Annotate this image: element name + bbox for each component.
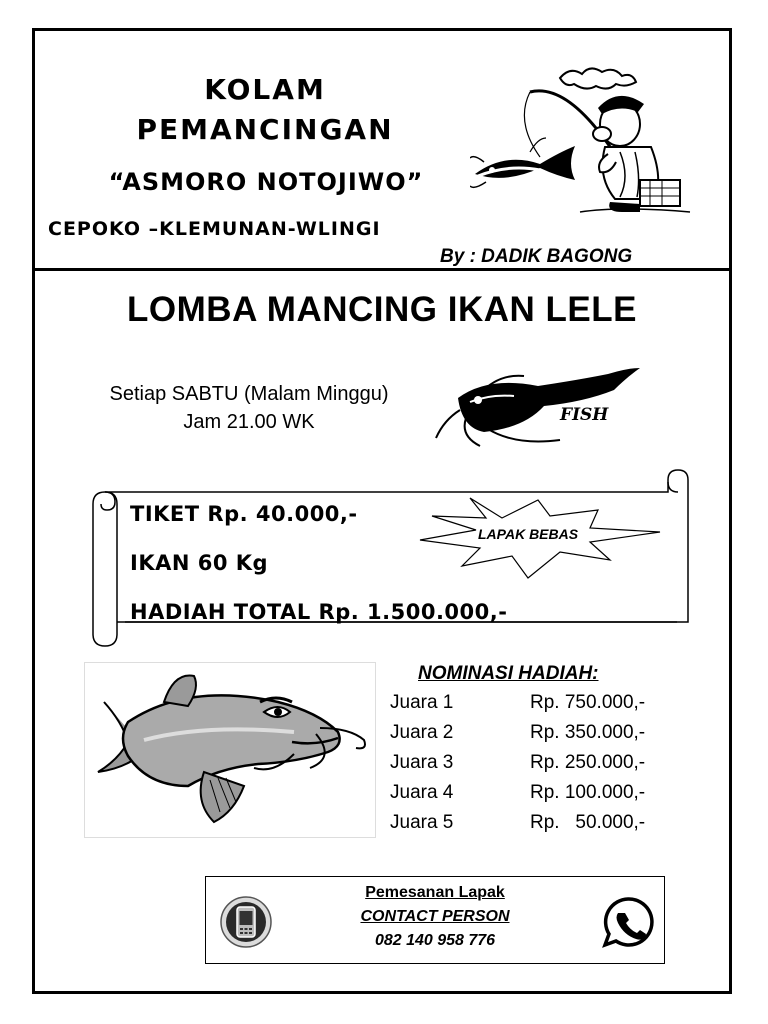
prize-row: [390, 782, 690, 812]
ticket-price: TIKET Rp. 40.000,-: [130, 502, 358, 526]
prize-rank: Juara 2: [390, 722, 454, 743]
burst-label: LAPAK BEBAS: [478, 526, 579, 542]
prize-amount: Rp. 750.000,-: [530, 692, 646, 713]
location-text: CEPOKO –KLEMUNAN-WLINGI: [48, 218, 381, 240]
prize-amount: Rp. 50.000,-: [530, 812, 646, 833]
mobile-phone-icon: [219, 895, 273, 949]
title-line-2: PEMANCINGAN: [136, 113, 394, 146]
prize-amount: Rp. 350.000,-: [530, 722, 646, 743]
prize-row: [390, 722, 690, 752]
prize-row: [390, 692, 690, 722]
prize-rank: Juara 1: [390, 692, 454, 713]
author-credit: By : DADIK BAGONG: [440, 246, 633, 267]
schedule-time: Jam 21.00 WK: [183, 411, 315, 433]
contact-title: CONTACT PERSON: [360, 908, 510, 925]
contact-label: Pemesanan Lapak: [365, 884, 505, 901]
venue-name: “ASMORO NOTOJIWO”: [108, 168, 424, 196]
prize-row: [390, 812, 690, 842]
prize-rank: Juara 5: [390, 812, 454, 833]
prize-rank: Juara 4: [390, 782, 454, 803]
fish-amount: IKAN 60 Kg: [130, 551, 269, 575]
prize-heading: NOMINASI HADIAH:: [418, 663, 599, 684]
event-headline: LOMBA MANCING IKAN LELE: [127, 290, 637, 329]
whatsapp-icon: [598, 893, 658, 953]
fish-caption: FISH: [560, 405, 609, 425]
contact-phone: 082 140 958 776: [374, 932, 496, 949]
title-line-1: KOLAM: [204, 73, 326, 106]
catfish-image: [84, 662, 376, 838]
prize-row: [390, 752, 690, 782]
prize-rank: Juara 3: [390, 752, 454, 773]
schedule-day: Setiap SABTU (Malam Minggu): [109, 383, 389, 405]
prize-amount: Rp. 250.000,-: [530, 752, 646, 773]
total-prize: HADIAH TOTAL Rp. 1.500.000,-: [130, 600, 508, 624]
prize-amount: Rp. 100.000,-: [530, 782, 646, 803]
